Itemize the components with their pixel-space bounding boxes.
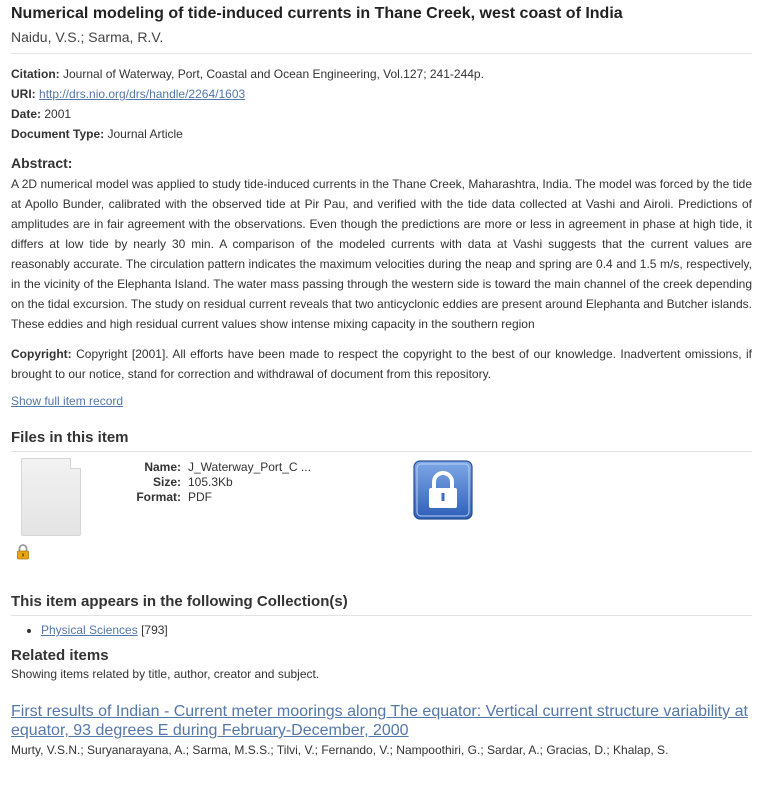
abstract-heading: Abstract:	[11, 155, 73, 171]
file-info	[111, 460, 311, 505]
lock-icon	[16, 544, 30, 560]
divider	[11, 615, 752, 616]
file-format-label: Format:	[136, 490, 181, 504]
item-title: Numerical modeling of tide-induced currents in Thane Creek, west coast of India	[11, 5, 623, 22]
collection-count: [793]	[141, 623, 168, 637]
uri-row	[11, 84, 752, 104]
related-heading: Related items	[11, 647, 109, 664]
access-restricted-lock-icon[interactable]	[413, 460, 473, 520]
citation-value: Journal of Waterway, Port, Coastal and Ocean Engineering, Vol.127; 241-244p.	[63, 67, 484, 81]
collection-link-physical-sciences[interactable]: Physical Sciences	[41, 623, 138, 637]
divider	[11, 53, 752, 54]
list-item	[41, 622, 752, 638]
collections-heading: This item appears in the following Collection(s)	[11, 593, 348, 610]
date-label: Date:	[11, 107, 42, 121]
file-format-value: PDF	[188, 490, 212, 504]
files-heading: Files in this item	[11, 429, 129, 446]
related-subtitle: Showing items related by title, author, creator and subject.	[11, 667, 320, 681]
show-full-record-link[interactable]: Show full item record	[11, 394, 124, 408]
uri-label: URI:	[11, 87, 36, 101]
date-value: 2001	[44, 107, 72, 121]
file-name-value: J_Waterway_Port_C ...	[188, 460, 311, 474]
doctype-value: Journal Article	[107, 127, 183, 141]
item-page	[11, 0, 752, 758]
uri-link[interactable]: http://drs.nio.org/drs/handle/2264/1603	[39, 87, 246, 101]
copyright-text: Copyright [2001]. All efforts have been made to respect the copyright to the best of our knowledge. Inadvertent omissions, if brought to our notice, stand for correction and withdrawal of document from this repository.	[11, 347, 752, 381]
metadata-block	[11, 64, 752, 144]
doctype-label: Document Type:	[11, 127, 105, 141]
date-row	[11, 104, 752, 124]
copyright-block	[11, 344, 752, 384]
related-item-authors: Murty, V.S.N.; Suryanarayana, A.; Sarma, M.S.S.; Tilvi, V.; Fernando, V.; Nampoothiri, G.; Sardar, A.; Gracias, D.; Khalap, S.	[11, 743, 669, 757]
related-item-title-link[interactable]: First results of Indian - Current meter moorings along The equator: Vertical current structure variability at equator, 93 degrees E during February-December, 2000	[11, 703, 748, 739]
file-list	[11, 452, 752, 592]
collection-list	[11, 622, 752, 638]
doctype-row	[11, 124, 752, 144]
copyright-label: Copyright:	[11, 347, 72, 361]
citation-label: Citation:	[11, 67, 60, 81]
related-item	[11, 702, 752, 758]
file-thumbnail-icon[interactable]	[21, 458, 81, 536]
file-size-value: 105.3Kb	[188, 475, 233, 489]
file-size-label: Size:	[152, 475, 181, 489]
abstract-text: A 2D numerical model was applied to study tide-induced currents in the Thane Creek, Maharashtra, India. The model was forced by the tide at Apollo Bunder, calibrated with the observed tide at Pir Pau, and verified with the tide data collected at Vashi and Airoli. Predictions of amplitudes are in fair agreement with the observations. Even though the predictions are more or less in agreement in phase at high tide, it differs at low tide by nearly 30 min. A comparison of the modeled currents with data at Vashi suggests that the current values are reasonably accurate. The circulation pattern indicates the maximum velocities during the neap and spring are 0.4 and 1.5 m/s, respectively, in the vicinity of the Elephanta Island. The water mass passing through the western side is toward the main channel of the creek depending on the tidal excursion. The study on residual current reveals that two anticyclonic eddies are present around Elephanta and Butcher islands. These eddies and high residual current values show intense mixing capacity in the southern region	[11, 177, 752, 331]
item-authors: Naidu, V.S.; Sarma, R.V.	[11, 29, 164, 45]
file-name-label: Name:	[144, 460, 181, 474]
citation-row	[11, 64, 752, 84]
